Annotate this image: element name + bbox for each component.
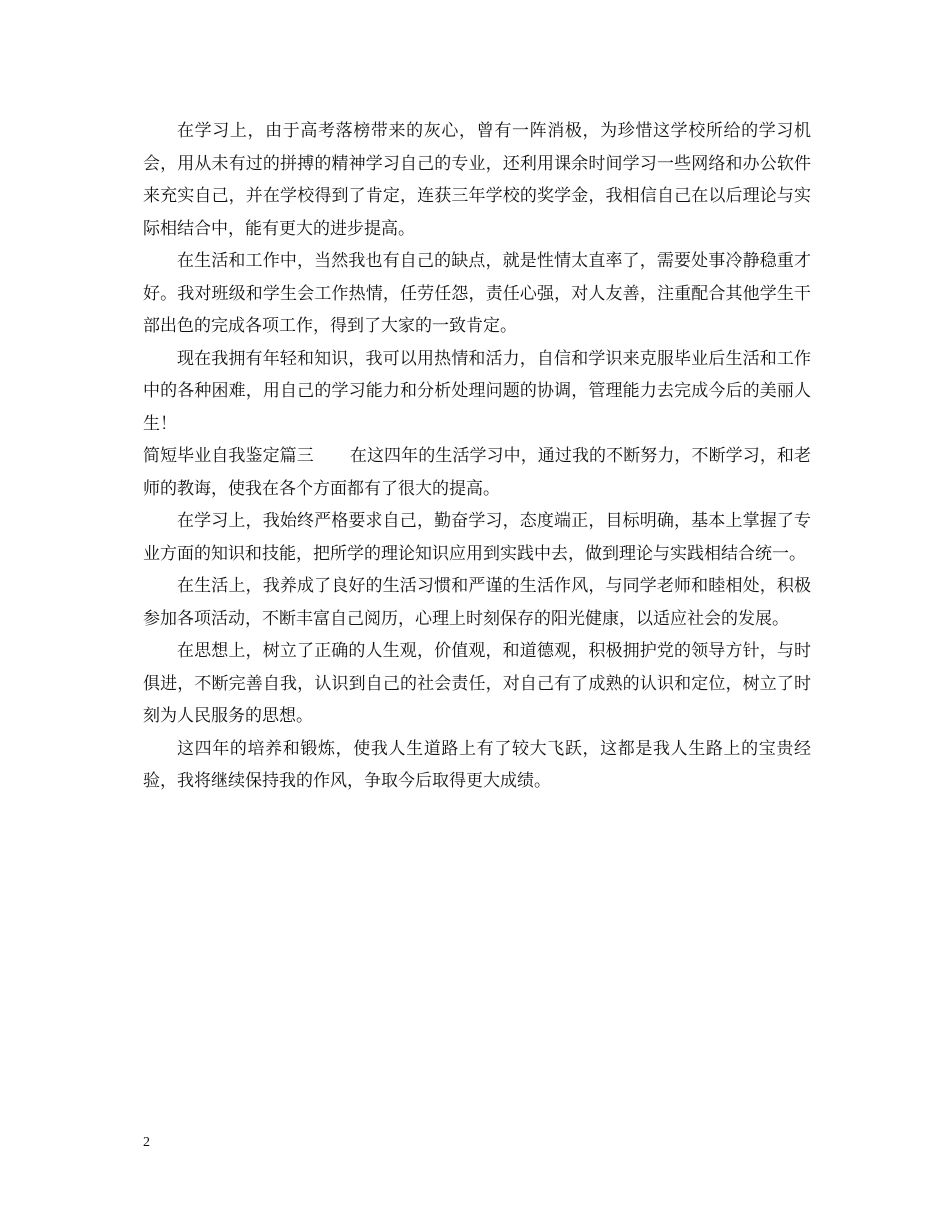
paragraph-section-life: 在生活上，我养成了良好的生活习惯和严谨的生活作风，与同学老师和睦相处，积极参加各项活动，不断丰富自己阅历，心理上时刻保存的阳光健康，以适应社会的发展。 — [143, 576, 811, 629]
paragraph-life-work: 在生活和工作中，当然我也有自己的缺点，就是性情太直率了，需要处事冷静稳重才好。我对班级和学生会工作热情，任劳任怨，责任心强，对人友善，注重配合其他学生干部出色的完成各项工作，得到了大家的一致肯定。 — [143, 251, 811, 336]
document-body — [143, 115, 811, 798]
paragraph-section-study: 在学习上，我始终严格要求自己，勤奋学习，态度端正，目标明确，基本上掌握了专业方面的知识和技能，把所学的理论知识应用到实践中去，做到理论与实践相结合统一。 — [143, 511, 811, 564]
section-heading-line — [143, 440, 811, 505]
paragraph-section-summary: 这四年的培养和锻炼，使我人生道路上有了较大飞跃，这都是我人生路上的宝贵经验，我将继续保持我的作风，争取今后取得更大成绩。 — [143, 738, 811, 791]
paragraph-section-thought: 在思想上，树立了正确的人生观，价值观，和道德观，积极拥护党的领导方针，与时俱进，不断完善自我，认识到自己的社会责任，对自己有了成熟的认识和定位，树立了时刻为人民服务的思想。 — [143, 641, 811, 726]
paragraph-study: 在学习上，由于高考落榜带来的灰心，曾有一阵消极，为珍惜这学校所给的学习机会，用从未有过的拼搏的精神学习自己的专业，还利用课余时间学习一些网络和办公软件来充实自己，并在学校得到了肯定，连获三年学校的奖学金，我相信自己在以后理论与实际相结合中，能有更大的进步提高。 — [143, 121, 811, 239]
paragraph-future: 现在我拥有年轻和知识，我可以用热情和活力，自信和学识来克服毕业后生活和工作中的各种困难，用自己的学习能力和分析处理问题的协调，管理能力去完成今后的美丽人生！ — [143, 348, 811, 434]
page-number: 2 — [143, 1135, 150, 1150]
section-title: 简短毕业自我鉴定篇三 — [143, 446, 314, 466]
section-intro-text: 在这四年的生活学习中，通过我的不断努力，不断学习，和老师的教诲，使我在各个方面都有了很大的提高。 — [143, 446, 812, 499]
